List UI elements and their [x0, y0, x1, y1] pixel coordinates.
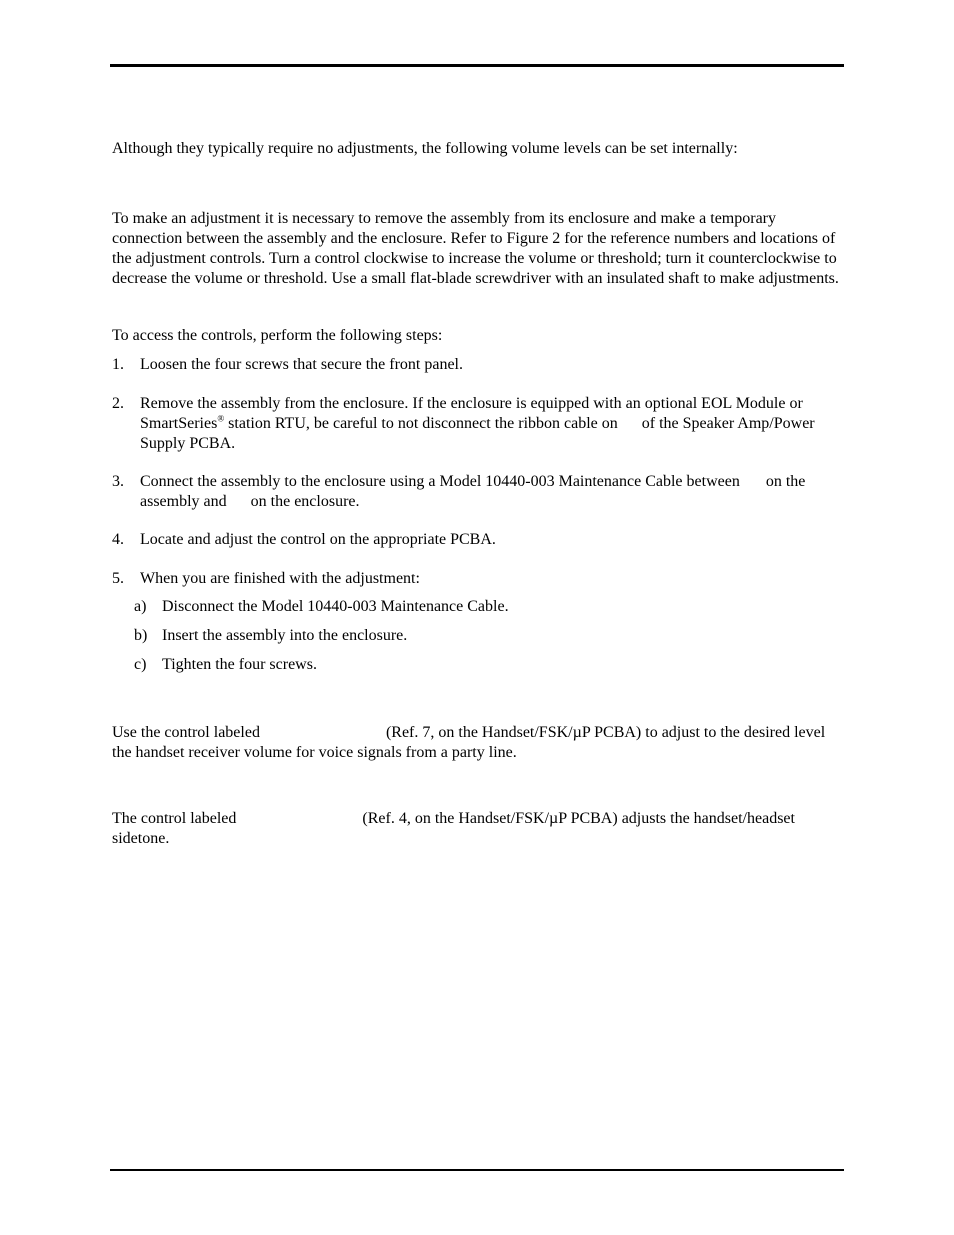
step-4 — [112, 530, 842, 550]
step-1 — [112, 355, 842, 375]
sidetone-paragraph: The control labeled (Ref. 4, on the Handset/FSK/µP PCBA) adjusts the handset/headset sidetone. — [112, 810, 795, 847]
header-rule — [110, 64, 844, 67]
registered-mark: ® — [217, 413, 225, 424]
access-intro-paragraph: To access the controls, perform the following steps: — [112, 327, 443, 344]
step-text: When you are finished with the adjustment: — [140, 570, 420, 587]
substep-a — [134, 597, 834, 617]
step-number: 4. — [112, 531, 124, 548]
step-text: Locate and adjust the control on the appropriate PCBA. — [140, 531, 496, 548]
footer-rule — [110, 1169, 844, 1171]
intro-paragraph: Although they typically require no adjustments, the following volume levels can be set internally: — [112, 140, 738, 157]
substep-letter: a) — [134, 598, 147, 615]
step-3 — [112, 472, 842, 512]
substep-text: Disconnect the Model 10440-003 Maintenance Cable. — [162, 598, 509, 615]
receiver-volume-paragraph: Use the control labeled (Ref. 7, on the Handset/FSK/µP PCBA) to adjust to the desired level the handset receiver volume for voice signals from a party line. — [112, 724, 826, 761]
step-text: Remove the assembly from the enclosure. If the enclosure is equipped with an optional EOL Module or SmartSeries® station RTU, be careful to not disconnect the ribbon cable on of the Speaker Amp/Power Supply PCBA. — [140, 395, 815, 452]
substep-c — [134, 655, 834, 675]
step-text: Connect the assembly to the enclosure using a Model 10440-003 Maintenance Cable between on the assembly and on the enclosure. — [140, 473, 806, 510]
adjustment-paragraph: To make an adjustment it is necessary to remove the assembly from its enclosure and make a temporary connection between the assembly and the enclosure. Refer to Figure 2 for the reference numbers and locations of the adjustment controls. Turn a control clockwise to increase the volume or threshold; turn it counterclockwise to decrease the volume or threshold. Use a small flat-blade screwdriver with an insulated shaft to make adjustments. — [112, 210, 839, 287]
substep-text: Insert the assembly into the enclosure. — [162, 627, 408, 644]
step-number: 3. — [112, 473, 124, 490]
substep-b — [134, 626, 834, 646]
step-5 — [112, 569, 842, 589]
substep-letter: c) — [134, 656, 147, 673]
substep-text: Tighten the four screws. — [162, 656, 317, 673]
step-text: Loosen the four screws that secure the front panel. — [140, 356, 463, 373]
step-number: 2. — [112, 395, 124, 412]
step-number: 5. — [112, 570, 124, 587]
substep-letter: b) — [134, 627, 148, 644]
step-2 — [112, 394, 842, 454]
step-number: 1. — [112, 356, 124, 373]
